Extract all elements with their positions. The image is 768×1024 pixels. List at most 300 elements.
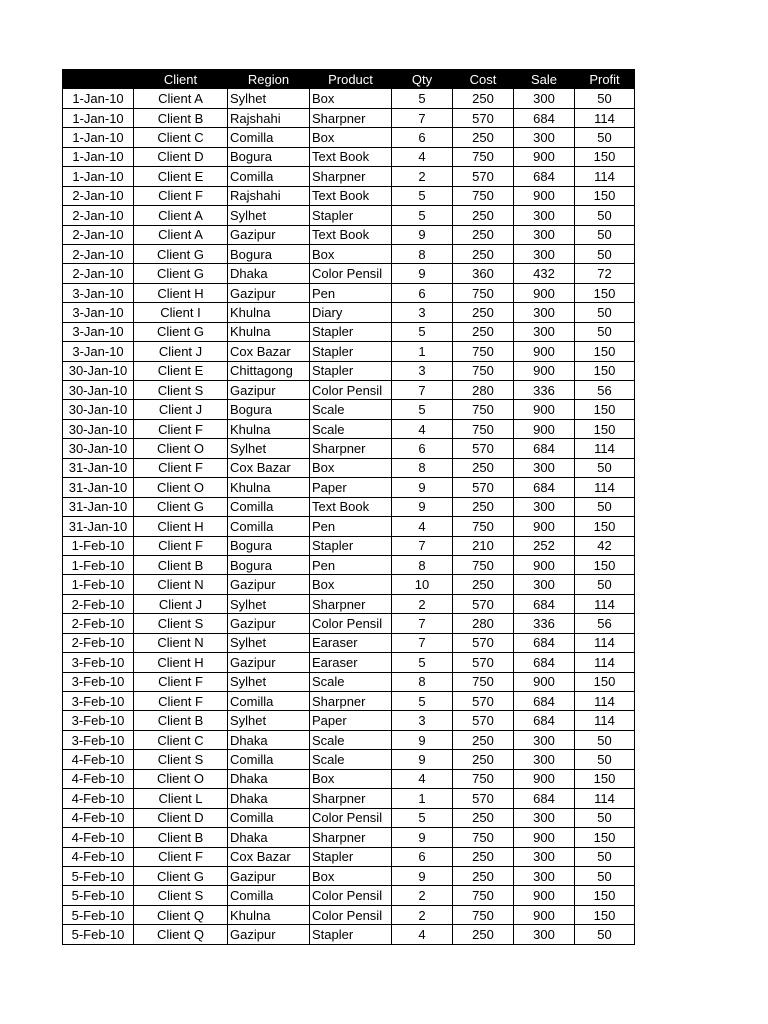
- cell-product[interactable]: Color Pensil: [310, 264, 392, 283]
- cell-qty[interactable]: 1: [392, 342, 453, 361]
- cell-product[interactable]: Sharpner: [310, 594, 392, 613]
- cell-date[interactable]: 1-Jan-10: [63, 89, 134, 108]
- cell-date[interactable]: 3-Jan-10: [63, 322, 134, 341]
- cell-date[interactable]: 1-Jan-10: [63, 167, 134, 186]
- cell-client[interactable]: Client N: [134, 633, 228, 652]
- cell-date[interactable]: 3-Jan-10: [63, 283, 134, 302]
- cell-product[interactable]: Box: [310, 866, 392, 885]
- cell-date[interactable]: 3-Feb-10: [63, 711, 134, 730]
- cell-product[interactable]: Stapler: [310, 925, 392, 944]
- cell-sale[interactable]: 684: [514, 711, 575, 730]
- cell-region[interactable]: Comilla: [228, 808, 310, 827]
- cell-sale[interactable]: 684: [514, 108, 575, 127]
- cell-profit[interactable]: 50: [575, 303, 635, 322]
- cell-product[interactable]: Stapler: [310, 342, 392, 361]
- cell-sale[interactable]: 684: [514, 594, 575, 613]
- cell-qty[interactable]: 8: [392, 244, 453, 263]
- cell-sale[interactable]: 900: [514, 283, 575, 302]
- cell-region[interactable]: Sylhet: [228, 633, 310, 652]
- cell-cost[interactable]: 750: [453, 147, 514, 166]
- cell-client[interactable]: Client F: [134, 458, 228, 477]
- cell-client[interactable]: Client F: [134, 847, 228, 866]
- cell-cost[interactable]: 570: [453, 439, 514, 458]
- cell-client[interactable]: Client N: [134, 575, 228, 594]
- cell-profit[interactable]: 114: [575, 692, 635, 711]
- cell-date[interactable]: 2-Jan-10: [63, 225, 134, 244]
- cell-date[interactable]: 3-Feb-10: [63, 653, 134, 672]
- column-header-qty[interactable]: Qty: [392, 70, 453, 89]
- cell-product[interactable]: Stapler: [310, 361, 392, 380]
- cell-region[interactable]: Sylhet: [228, 711, 310, 730]
- cell-cost[interactable]: 570: [453, 692, 514, 711]
- cell-cost[interactable]: 570: [453, 167, 514, 186]
- cell-product[interactable]: Color Pensil: [310, 614, 392, 633]
- cell-region[interactable]: Dhaka: [228, 789, 310, 808]
- cell-cost[interactable]: 280: [453, 381, 514, 400]
- cell-cost[interactable]: 750: [453, 283, 514, 302]
- cell-client[interactable]: Client E: [134, 361, 228, 380]
- cell-region[interactable]: Khulna: [228, 419, 310, 438]
- cell-region[interactable]: Comilla: [228, 886, 310, 905]
- cell-qty[interactable]: 7: [392, 381, 453, 400]
- cell-product[interactable]: Stapler: [310, 322, 392, 341]
- cell-profit[interactable]: 50: [575, 322, 635, 341]
- cell-date[interactable]: 30-Jan-10: [63, 419, 134, 438]
- cell-sale[interactable]: 300: [514, 925, 575, 944]
- cell-cost[interactable]: 750: [453, 672, 514, 691]
- cell-profit[interactable]: 114: [575, 478, 635, 497]
- cell-profit[interactable]: 114: [575, 711, 635, 730]
- cell-sale[interactable]: 900: [514, 555, 575, 574]
- cell-sale[interactable]: 300: [514, 244, 575, 263]
- cell-region[interactable]: Khulna: [228, 303, 310, 322]
- cell-qty[interactable]: 6: [392, 128, 453, 147]
- cell-cost[interactable]: 250: [453, 244, 514, 263]
- cell-date[interactable]: 30-Jan-10: [63, 381, 134, 400]
- cell-sale[interactable]: 300: [514, 225, 575, 244]
- cell-client[interactable]: Client B: [134, 108, 228, 127]
- cell-region[interactable]: Dhaka: [228, 769, 310, 788]
- cell-client[interactable]: Client H: [134, 653, 228, 672]
- cell-date[interactable]: 4-Feb-10: [63, 847, 134, 866]
- cell-sale[interactable]: 432: [514, 264, 575, 283]
- cell-profit[interactable]: 150: [575, 517, 635, 536]
- cell-cost[interactable]: 750: [453, 186, 514, 205]
- cell-region[interactable]: Comilla: [228, 497, 310, 516]
- cell-cost[interactable]: 250: [453, 128, 514, 147]
- cell-product[interactable]: Scale: [310, 672, 392, 691]
- cell-profit[interactable]: 114: [575, 633, 635, 652]
- cell-region[interactable]: Rajshahi: [228, 186, 310, 205]
- cell-cost[interactable]: 750: [453, 905, 514, 924]
- cell-sale[interactable]: 900: [514, 828, 575, 847]
- cell-sale[interactable]: 900: [514, 342, 575, 361]
- cell-client[interactable]: Client Q: [134, 925, 228, 944]
- cell-date[interactable]: 30-Jan-10: [63, 361, 134, 380]
- cell-client[interactable]: Client Q: [134, 905, 228, 924]
- cell-region[interactable]: Bogura: [228, 536, 310, 555]
- cell-cost[interactable]: 570: [453, 711, 514, 730]
- cell-client[interactable]: Client E: [134, 167, 228, 186]
- cell-client[interactable]: Client O: [134, 769, 228, 788]
- cell-sale[interactable]: 300: [514, 575, 575, 594]
- cell-region[interactable]: Bogura: [228, 400, 310, 419]
- column-header-product[interactable]: Product: [310, 70, 392, 89]
- cell-region[interactable]: Gazipur: [228, 575, 310, 594]
- cell-profit[interactable]: 50: [575, 575, 635, 594]
- cell-profit[interactable]: 150: [575, 828, 635, 847]
- cell-sale[interactable]: 900: [514, 769, 575, 788]
- cell-qty[interactable]: 4: [392, 147, 453, 166]
- cell-profit[interactable]: 50: [575, 128, 635, 147]
- cell-qty[interactable]: 3: [392, 711, 453, 730]
- cell-sale[interactable]: 900: [514, 400, 575, 419]
- cell-profit[interactable]: 72: [575, 264, 635, 283]
- cell-cost[interactable]: 750: [453, 828, 514, 847]
- cell-qty[interactable]: 5: [392, 206, 453, 225]
- cell-product[interactable]: Sharpner: [310, 789, 392, 808]
- cell-sale[interactable]: 900: [514, 186, 575, 205]
- cell-region[interactable]: Cox Bazar: [228, 847, 310, 866]
- cell-qty[interactable]: 3: [392, 303, 453, 322]
- cell-cost[interactable]: 250: [453, 847, 514, 866]
- cell-date[interactable]: 3-Jan-10: [63, 342, 134, 361]
- cell-qty[interactable]: 3: [392, 361, 453, 380]
- cell-sale[interactable]: 684: [514, 653, 575, 672]
- cell-date[interactable]: 30-Jan-10: [63, 439, 134, 458]
- cell-sale[interactable]: 300: [514, 303, 575, 322]
- cell-qty[interactable]: 9: [392, 750, 453, 769]
- cell-product[interactable]: Stapler: [310, 847, 392, 866]
- cell-client[interactable]: Client F: [134, 186, 228, 205]
- cell-client[interactable]: Client S: [134, 750, 228, 769]
- cell-region[interactable]: Bogura: [228, 147, 310, 166]
- cell-profit[interactable]: 150: [575, 555, 635, 574]
- cell-profit[interactable]: 150: [575, 342, 635, 361]
- cell-cost[interactable]: 570: [453, 478, 514, 497]
- cell-profit[interactable]: 150: [575, 769, 635, 788]
- cell-region[interactable]: Comilla: [228, 167, 310, 186]
- cell-client[interactable]: Client B: [134, 711, 228, 730]
- cell-region[interactable]: Sylhet: [228, 439, 310, 458]
- cell-cost[interactable]: 250: [453, 225, 514, 244]
- cell-region[interactable]: Sylhet: [228, 672, 310, 691]
- cell-region[interactable]: Dhaka: [228, 828, 310, 847]
- cell-profit[interactable]: 50: [575, 847, 635, 866]
- cell-profit[interactable]: 50: [575, 730, 635, 749]
- cell-profit[interactable]: 150: [575, 419, 635, 438]
- cell-cost[interactable]: 570: [453, 653, 514, 672]
- cell-client[interactable]: Client A: [134, 225, 228, 244]
- cell-region[interactable]: Bogura: [228, 555, 310, 574]
- cell-region[interactable]: Khulna: [228, 322, 310, 341]
- cell-product[interactable]: Paper: [310, 711, 392, 730]
- cell-profit[interactable]: 114: [575, 789, 635, 808]
- cell-cost[interactable]: 570: [453, 789, 514, 808]
- cell-profit[interactable]: 50: [575, 89, 635, 108]
- cell-profit[interactable]: 50: [575, 244, 635, 263]
- cell-product[interactable]: Box: [310, 244, 392, 263]
- cell-region[interactable]: Dhaka: [228, 264, 310, 283]
- cell-qty[interactable]: 2: [392, 905, 453, 924]
- cell-client[interactable]: Client F: [134, 419, 228, 438]
- cell-date[interactable]: 2-Jan-10: [63, 244, 134, 263]
- column-header-client[interactable]: Client: [134, 70, 228, 89]
- cell-date[interactable]: 31-Jan-10: [63, 478, 134, 497]
- cell-product[interactable]: Box: [310, 128, 392, 147]
- cell-qty[interactable]: 7: [392, 108, 453, 127]
- cell-profit[interactable]: 150: [575, 672, 635, 691]
- cell-sale[interactable]: 300: [514, 808, 575, 827]
- cell-qty[interactable]: 4: [392, 769, 453, 788]
- cell-date[interactable]: 2-Jan-10: [63, 186, 134, 205]
- cell-date[interactable]: 1-Feb-10: [63, 536, 134, 555]
- cell-product[interactable]: Box: [310, 769, 392, 788]
- cell-date[interactable]: 4-Feb-10: [63, 828, 134, 847]
- cell-profit[interactable]: 114: [575, 108, 635, 127]
- cell-sale[interactable]: 252: [514, 536, 575, 555]
- cell-qty[interactable]: 9: [392, 478, 453, 497]
- cell-cost[interactable]: 360: [453, 264, 514, 283]
- cell-date[interactable]: 3-Feb-10: [63, 672, 134, 691]
- cell-profit[interactable]: 114: [575, 167, 635, 186]
- cell-cost[interactable]: 750: [453, 769, 514, 788]
- cell-cost[interactable]: 250: [453, 322, 514, 341]
- cell-cost[interactable]: 250: [453, 497, 514, 516]
- cell-profit[interactable]: 50: [575, 866, 635, 885]
- cell-date[interactable]: 1-Feb-10: [63, 575, 134, 594]
- cell-client[interactable]: Client B: [134, 555, 228, 574]
- column-header-cost[interactable]: Cost: [453, 70, 514, 89]
- cell-region[interactable]: Gazipur: [228, 653, 310, 672]
- cell-sale[interactable]: 336: [514, 381, 575, 400]
- cell-sale[interactable]: 900: [514, 886, 575, 905]
- cell-profit[interactable]: 50: [575, 750, 635, 769]
- cell-region[interactable]: Gazipur: [228, 614, 310, 633]
- cell-qty[interactable]: 2: [392, 167, 453, 186]
- cell-cost[interactable]: 750: [453, 886, 514, 905]
- cell-qty[interactable]: 1: [392, 789, 453, 808]
- cell-sale[interactable]: 900: [514, 905, 575, 924]
- cell-region[interactable]: Chittagong: [228, 361, 310, 380]
- cell-product[interactable]: Stapler: [310, 206, 392, 225]
- cell-profit[interactable]: 50: [575, 925, 635, 944]
- cell-sale[interactable]: 900: [514, 147, 575, 166]
- cell-qty[interactable]: 9: [392, 225, 453, 244]
- cell-cost[interactable]: 750: [453, 342, 514, 361]
- cell-region[interactable]: Gazipur: [228, 381, 310, 400]
- cell-client[interactable]: Client G: [134, 244, 228, 263]
- cell-product[interactable]: Diary: [310, 303, 392, 322]
- cell-cost[interactable]: 250: [453, 808, 514, 827]
- cell-client[interactable]: Client G: [134, 497, 228, 516]
- cell-cost[interactable]: 570: [453, 633, 514, 652]
- cell-client[interactable]: Client D: [134, 147, 228, 166]
- cell-region[interactable]: Gazipur: [228, 866, 310, 885]
- cell-qty[interactable]: 2: [392, 594, 453, 613]
- cell-product[interactable]: Scale: [310, 730, 392, 749]
- cell-cost[interactable]: 250: [453, 730, 514, 749]
- cell-cost[interactable]: 250: [453, 458, 514, 477]
- cell-region[interactable]: Khulna: [228, 905, 310, 924]
- cell-product[interactable]: Box: [310, 458, 392, 477]
- cell-profit[interactable]: 114: [575, 439, 635, 458]
- cell-date[interactable]: 1-Jan-10: [63, 147, 134, 166]
- cell-client[interactable]: Client F: [134, 536, 228, 555]
- cell-profit[interactable]: 150: [575, 186, 635, 205]
- cell-product[interactable]: Box: [310, 89, 392, 108]
- cell-profit[interactable]: 50: [575, 808, 635, 827]
- cell-sale[interactable]: 684: [514, 789, 575, 808]
- cell-qty[interactable]: 5: [392, 808, 453, 827]
- cell-client[interactable]: Client C: [134, 128, 228, 147]
- cell-sale[interactable]: 300: [514, 89, 575, 108]
- cell-product[interactable]: Sharpner: [310, 828, 392, 847]
- cell-cost[interactable]: 250: [453, 866, 514, 885]
- cell-region[interactable]: Comilla: [228, 692, 310, 711]
- cell-date[interactable]: 2-Feb-10: [63, 633, 134, 652]
- cell-region[interactable]: Comilla: [228, 750, 310, 769]
- cell-cost[interactable]: 250: [453, 206, 514, 225]
- cell-profit[interactable]: 42: [575, 536, 635, 555]
- cell-sale[interactable]: 300: [514, 497, 575, 516]
- cell-qty[interactable]: 6: [392, 847, 453, 866]
- cell-cost[interactable]: 250: [453, 89, 514, 108]
- cell-product[interactable]: Color Pensil: [310, 886, 392, 905]
- cell-sale[interactable]: 300: [514, 730, 575, 749]
- cell-cost[interactable]: 280: [453, 614, 514, 633]
- cell-client[interactable]: Client H: [134, 283, 228, 302]
- cell-qty[interactable]: 5: [392, 322, 453, 341]
- cell-date[interactable]: 5-Feb-10: [63, 905, 134, 924]
- cell-sale[interactable]: 900: [514, 361, 575, 380]
- cell-product[interactable]: Earaser: [310, 633, 392, 652]
- cell-date[interactable]: 2-Feb-10: [63, 614, 134, 633]
- cell-sale[interactable]: 684: [514, 167, 575, 186]
- cell-client[interactable]: Client S: [134, 614, 228, 633]
- cell-qty[interactable]: 8: [392, 672, 453, 691]
- cell-cost[interactable]: 570: [453, 594, 514, 613]
- column-header-profit[interactable]: Profit: [575, 70, 635, 89]
- cell-product[interactable]: Sharpner: [310, 108, 392, 127]
- cell-cost[interactable]: 570: [453, 108, 514, 127]
- cell-sale[interactable]: 684: [514, 478, 575, 497]
- cell-client[interactable]: Client S: [134, 886, 228, 905]
- cell-sale[interactable]: 300: [514, 128, 575, 147]
- cell-profit[interactable]: 50: [575, 458, 635, 477]
- cell-client[interactable]: Client G: [134, 264, 228, 283]
- cell-cost[interactable]: 250: [453, 575, 514, 594]
- cell-sale[interactable]: 300: [514, 458, 575, 477]
- cell-product[interactable]: Paper: [310, 478, 392, 497]
- cell-sale[interactable]: 684: [514, 633, 575, 652]
- cell-profit[interactable]: 114: [575, 653, 635, 672]
- cell-region[interactable]: Sylhet: [228, 594, 310, 613]
- column-header-sale[interactable]: Sale: [514, 70, 575, 89]
- cell-date[interactable]: 5-Feb-10: [63, 866, 134, 885]
- column-header-region[interactable]: Region: [228, 70, 310, 89]
- cell-qty[interactable]: 4: [392, 925, 453, 944]
- cell-cost[interactable]: 750: [453, 361, 514, 380]
- cell-qty[interactable]: 4: [392, 419, 453, 438]
- cell-product[interactable]: Box: [310, 575, 392, 594]
- cell-qty[interactable]: 6: [392, 283, 453, 302]
- cell-qty[interactable]: 5: [392, 89, 453, 108]
- cell-sale[interactable]: 900: [514, 419, 575, 438]
- cell-product[interactable]: Stapler: [310, 536, 392, 555]
- cell-date[interactable]: 1-Feb-10: [63, 555, 134, 574]
- cell-cost[interactable]: 250: [453, 303, 514, 322]
- cell-date[interactable]: 3-Feb-10: [63, 692, 134, 711]
- cell-date[interactable]: 5-Feb-10: [63, 886, 134, 905]
- cell-product[interactable]: Sharpner: [310, 692, 392, 711]
- cell-region[interactable]: Bogura: [228, 244, 310, 263]
- cell-client[interactable]: Client C: [134, 730, 228, 749]
- cell-profit[interactable]: 150: [575, 361, 635, 380]
- cell-client[interactable]: Client O: [134, 439, 228, 458]
- cell-product[interactable]: Text Book: [310, 225, 392, 244]
- cell-qty[interactable]: 9: [392, 497, 453, 516]
- cell-sale[interactable]: 684: [514, 692, 575, 711]
- cell-product[interactable]: Pen: [310, 517, 392, 536]
- cell-date[interactable]: 31-Jan-10: [63, 458, 134, 477]
- cell-qty[interactable]: 5: [392, 186, 453, 205]
- cell-cost[interactable]: 250: [453, 750, 514, 769]
- cell-region[interactable]: Sylhet: [228, 206, 310, 225]
- cell-cost[interactable]: 750: [453, 419, 514, 438]
- cell-product[interactable]: Text Book: [310, 147, 392, 166]
- cell-sale[interactable]: 336: [514, 614, 575, 633]
- cell-client[interactable]: Client G: [134, 322, 228, 341]
- cell-profit[interactable]: 150: [575, 905, 635, 924]
- cell-product[interactable]: Pen: [310, 283, 392, 302]
- cell-date[interactable]: 3-Jan-10: [63, 303, 134, 322]
- cell-qty[interactable]: 9: [392, 866, 453, 885]
- cell-date[interactable]: 1-Jan-10: [63, 128, 134, 147]
- cell-profit[interactable]: 150: [575, 400, 635, 419]
- cell-date[interactable]: 31-Jan-10: [63, 497, 134, 516]
- cell-product[interactable]: Pen: [310, 555, 392, 574]
- cell-date[interactable]: 2-Jan-10: [63, 264, 134, 283]
- cell-region[interactable]: Sylhet: [228, 89, 310, 108]
- cell-sale[interactable]: 300: [514, 206, 575, 225]
- cell-client[interactable]: Client L: [134, 789, 228, 808]
- cell-sale[interactable]: 300: [514, 750, 575, 769]
- cell-profit[interactable]: 150: [575, 147, 635, 166]
- cell-product[interactable]: Scale: [310, 419, 392, 438]
- cell-client[interactable]: Client J: [134, 342, 228, 361]
- cell-product[interactable]: Scale: [310, 400, 392, 419]
- cell-sale[interactable]: 900: [514, 672, 575, 691]
- cell-profit[interactable]: 56: [575, 381, 635, 400]
- cell-cost[interactable]: 750: [453, 555, 514, 574]
- cell-date[interactable]: 4-Feb-10: [63, 808, 134, 827]
- cell-product[interactable]: Color Pensil: [310, 381, 392, 400]
- cell-region[interactable]: Rajshahi: [228, 108, 310, 127]
- cell-cost[interactable]: 750: [453, 400, 514, 419]
- cell-profit[interactable]: 56: [575, 614, 635, 633]
- cell-sale[interactable]: 684: [514, 439, 575, 458]
- cell-profit[interactable]: 50: [575, 225, 635, 244]
- cell-client[interactable]: Client G: [134, 866, 228, 885]
- cell-product[interactable]: Text Book: [310, 497, 392, 516]
- cell-date[interactable]: 2-Jan-10: [63, 206, 134, 225]
- cell-qty[interactable]: 7: [392, 614, 453, 633]
- cell-cost[interactable]: 750: [453, 517, 514, 536]
- cell-date[interactable]: 4-Feb-10: [63, 789, 134, 808]
- cell-region[interactable]: Comilla: [228, 128, 310, 147]
- cell-qty[interactable]: 5: [392, 653, 453, 672]
